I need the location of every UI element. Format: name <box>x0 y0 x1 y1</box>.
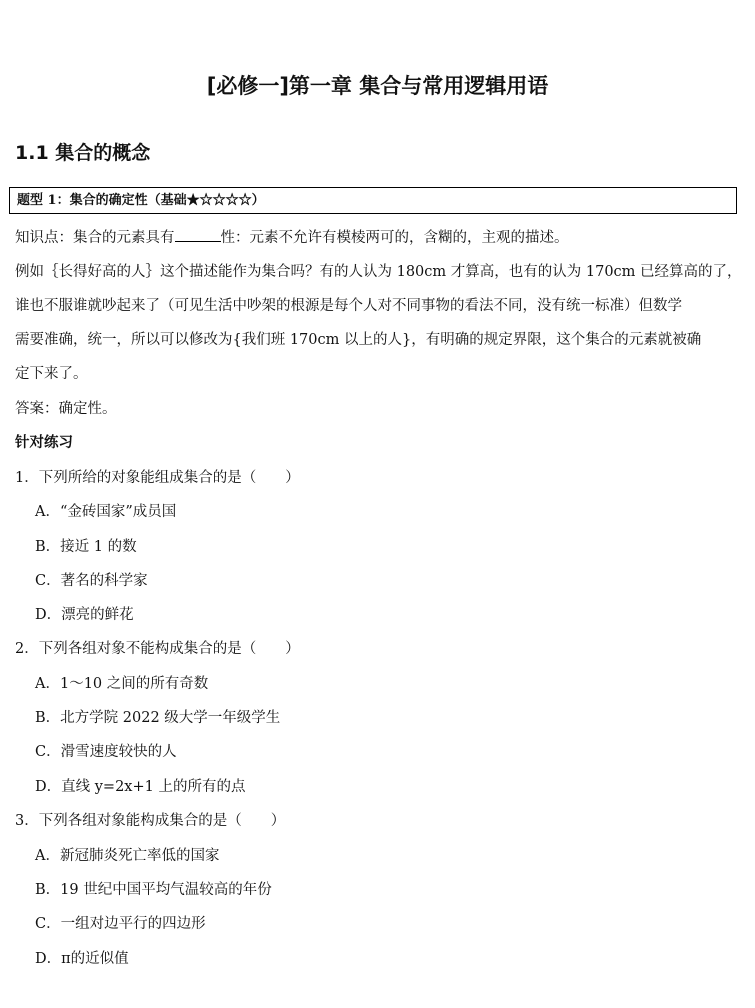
question-3-option-b: B．19 世纪中国平均气温较高的年份 <box>35 882 272 898</box>
knowledge-point <box>15 226 569 247</box>
answer-line: 答案：确定性。 <box>15 401 117 417</box>
question-2-option-d: D．直线 y=2x+1 上的所有的点 <box>35 779 246 795</box>
question-1-option-a: A．“金砖国家”成员国 <box>35 504 177 520</box>
question-2-option-b: B．北方学院 2022 级大学一年级学生 <box>35 710 281 726</box>
example-line-3: 需要准确，统一，所以可以修改为{我们班 170cm 以上的人}，有明确的规定界限，这个集合的元素就被确 <box>15 332 702 348</box>
question-2-option-c: C．滑雪速度较快的人 <box>35 744 177 760</box>
example-line-4: 定下来了。 <box>15 366 88 382</box>
example-line-1: 例如｛长得好高的人｝这个描述能作为集合吗？有的人认为 180cm 才算高，也有的认为 170cm 已经算高的了， <box>15 264 742 280</box>
question-1-option-d: D．漂亮的鲜花 <box>35 607 134 623</box>
question-3-stem: 3．下列各组对象能构成集合的是（ ） <box>15 813 286 829</box>
practice-heading: 针对练习 <box>15 434 73 451</box>
topic-box: 题型 1：集合的确定性（基础★☆☆☆☆） <box>9 187 737 214</box>
knowledge-text-before: 知识点：集合的元素具有 <box>15 230 175 246</box>
question-1-option-b: B．接近 1 的数 <box>35 539 137 555</box>
question-1-option-c: C．著名的科学家 <box>35 573 148 589</box>
question-3-option-a: A．新冠肺炎死亡率低的国家 <box>35 848 220 864</box>
question-2-stem: 2．下列各组对象不能构成集合的是（ ） <box>15 641 300 657</box>
document-title: [必修一]第一章 集合与常用逻辑用语 <box>206 74 549 98</box>
question-1-stem: 1．下列所给的对象能组成集合的是（ ） <box>15 470 300 486</box>
knowledge-text-after: 性：元素不允许有模棱两可的，含糊的，主观的描述。 <box>220 230 569 246</box>
fill-blank <box>175 228 221 242</box>
question-3-option-d: D．π的近似值 <box>35 951 129 967</box>
example-line-2: 谁也不服谁就吵起来了（可见生活中吵架的根源是每个人对不同事物的看法不同，没有统一标准）但数学 <box>15 298 682 314</box>
question-2-option-a: A．1～10 之间的所有奇数 <box>35 676 209 692</box>
section-heading: 1.1 集合的概念 <box>15 142 151 164</box>
question-3-option-c: C．一组对边平行的四边形 <box>35 916 206 932</box>
